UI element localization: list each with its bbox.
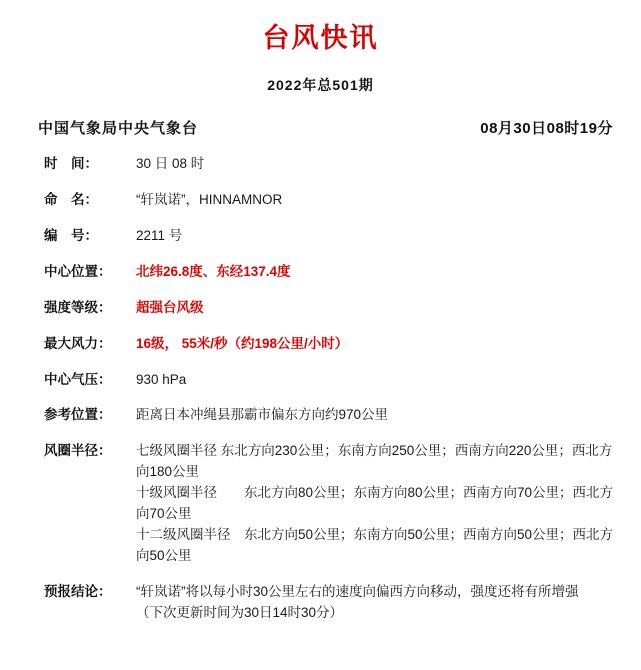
typhoon-bulletin-page <box>0 16 641 670</box>
field-row-wind-radius <box>18 441 623 567</box>
field-label-wind-radius: 风圈半径： <box>44 443 112 459</box>
field-row-forecast <box>18 582 623 624</box>
field-label-intensity: 强度等级： <box>44 299 112 315</box>
field-row-intensity <box>18 298 623 319</box>
field-row-time <box>18 154 623 175</box>
field-value-pressure: 930 hPa <box>136 371 187 387</box>
field-row-reference-position <box>18 405 623 426</box>
field-row-pressure <box>18 370 623 391</box>
forecast-next-update-text: （下次更新时间为30日14时30分） <box>136 604 344 620</box>
wind-radius-line-12: 十二级风圈半径 东北方向50公里；东南方向50公里；西南方向50公里；西北方向50公里 <box>136 527 614 563</box>
field-label-number: 编 号： <box>44 227 98 243</box>
field-value-wind-radius <box>130 441 623 567</box>
field-row-name <box>18 190 623 211</box>
field-value-forecast <box>130 582 623 624</box>
page-title: 台风快讯 <box>262 23 379 53</box>
field-label-reference-position: 参考位置： <box>44 407 112 423</box>
field-label-max-wind: 最大风力： <box>44 335 112 351</box>
field-label-forecast: 预报结论： <box>44 583 112 599</box>
issue-timestamp: 08月30日08时19分 <box>480 120 613 137</box>
field-label-time: 时 间： <box>44 156 98 171</box>
field-value-number: 2211 号 <box>136 227 183 243</box>
field-label-name: 命 名： <box>44 191 98 207</box>
wind-radius-line-10: 十级风圈半径 东北方向80公里；东南方向80公里；西南方向70公里；西北方向70公里 <box>136 485 614 522</box>
field-value-name: “轩岚诺”，HINNAMNOR <box>136 191 283 207</box>
field-value-reference-position: 距离日本冲绳县那霸市偏东方向约970公里 <box>136 407 389 423</box>
organization-row <box>18 117 623 138</box>
forecast-conclusion-text: “轩岚诺”将以每小时30公里左右的速度向偏西方向移动，强度还将有所增强 <box>136 583 579 599</box>
wind-radius-line-7: 七级风圈半径 东北方向230公里；东南方向250公里；西南方向220公里；西北方向180公里 <box>136 443 613 480</box>
field-value-center-position: 北纬26.8度、东经137.4度 <box>136 263 291 279</box>
field-row-number <box>18 226 623 247</box>
field-row-max-wind <box>18 334 623 355</box>
field-value-intensity: 超强台风级 <box>136 299 204 315</box>
field-row-center-position <box>18 262 623 283</box>
field-value-time: 30 日 08 时 <box>136 156 205 171</box>
field-label-pressure: 中心气压： <box>44 371 112 387</box>
organization-name: 中国气象局中央气象台 <box>38 120 199 137</box>
field-label-center-position: 中心位置： <box>44 263 112 279</box>
field-value-max-wind: 16级， 55米/秒（约198公里/小时） <box>136 335 349 351</box>
field-list <box>18 154 623 624</box>
issue-number: 2022年总501期 <box>267 77 374 93</box>
